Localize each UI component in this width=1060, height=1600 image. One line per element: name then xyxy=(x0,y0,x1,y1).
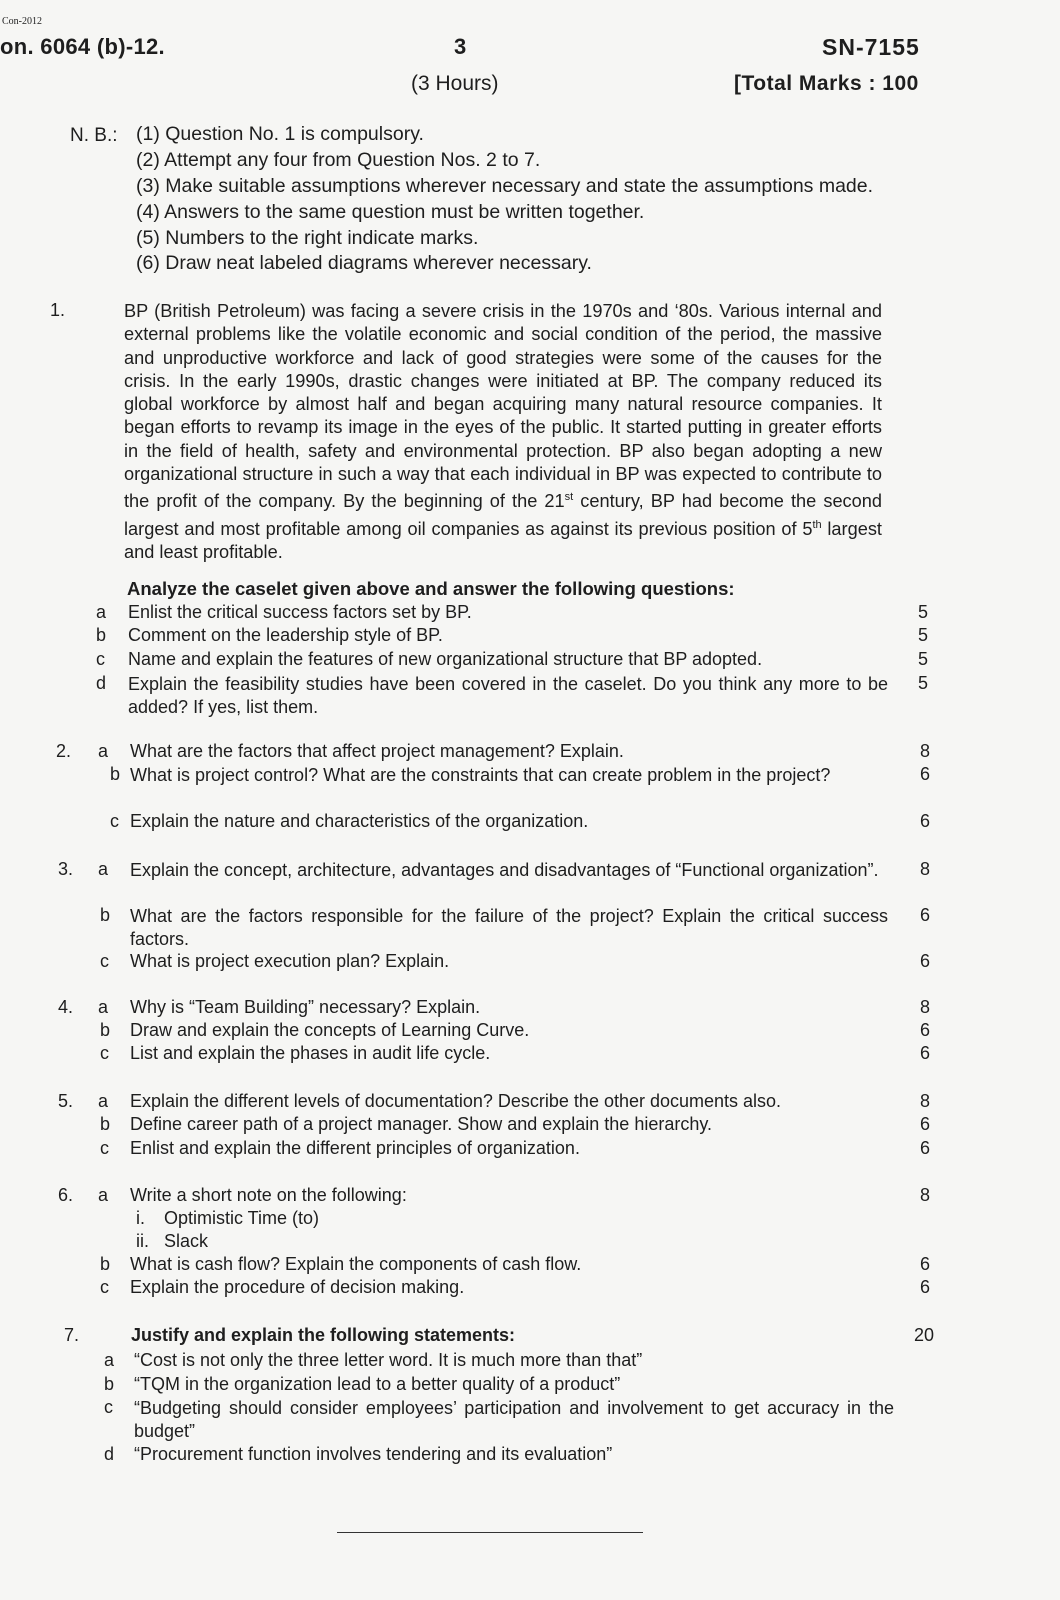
instructions-label: N. B.: xyxy=(70,125,118,146)
question-number: 1. xyxy=(50,300,66,320)
question-text: Define career path of a project manager. Show and explain the hierarchy. xyxy=(130,1114,713,1134)
marks: 6 xyxy=(919,1254,930,1274)
part-label: b xyxy=(100,1254,111,1274)
exam-duration: (3 Hours) xyxy=(411,72,499,95)
marks: 8 xyxy=(919,1091,930,1111)
subitem-text: Optimistic Time (to) xyxy=(164,1208,320,1228)
question-text: List and explain the phases in audit life cycle. xyxy=(130,1043,491,1063)
part-label: b xyxy=(104,1374,115,1394)
marks: 6 xyxy=(919,1043,930,1063)
question-number: 7. xyxy=(64,1325,80,1345)
marks: 5 xyxy=(917,602,928,622)
question-number: 2. xyxy=(56,741,72,761)
marks: 6 xyxy=(919,1020,930,1040)
part-label: a xyxy=(98,1091,109,1111)
part-label: b xyxy=(110,764,121,784)
marks: 5 xyxy=(917,673,928,693)
part-label: b xyxy=(100,905,111,925)
marks: 5 xyxy=(917,625,928,645)
part-label: a xyxy=(96,602,107,622)
question-instruction: Justify and explain the following statements: xyxy=(131,1325,516,1345)
page-number: 3 xyxy=(454,34,467,59)
question-text: What is project control? What are the constraints that can create problem in the project? xyxy=(130,765,831,785)
question-text: Enlist the critical success factors set by BP. xyxy=(128,602,472,622)
instruction-item: (5) Numbers to the right indicate marks. xyxy=(136,227,479,249)
marks: 6 xyxy=(919,1138,930,1158)
instruction-item: (4) Answers to the same question must be written together. xyxy=(136,201,645,223)
part-label: b xyxy=(96,625,107,645)
part-label: c xyxy=(96,649,105,669)
statement-text: “Cost is not only the three letter word. It is much more than that” xyxy=(134,1350,643,1370)
part-label: a xyxy=(98,1185,109,1205)
statement-text: “Procurement function involves tendering and its evaluation” xyxy=(134,1444,613,1464)
question-text: Explain the concept, architecture, advantages and disadvantages of “Functional organization”. xyxy=(130,860,879,880)
instruction-item: (1) Question No. 1 is compulsory. xyxy=(136,123,424,145)
marks: 20 xyxy=(913,1325,934,1345)
marks: 6 xyxy=(919,811,930,831)
part-label: d xyxy=(104,1444,115,1464)
marks: 8 xyxy=(919,997,930,1017)
part-label: c xyxy=(100,951,109,971)
part-label: c xyxy=(100,1043,109,1063)
marks: 6 xyxy=(919,1277,930,1297)
question-text: Explain the nature and characteristics of the organization. xyxy=(130,811,589,831)
caselet-paragraph: BP (British Petroleum) was facing a severe crisis in the 1970s and ‘80s. Various internal and external problems like the volatile economic and social condition of the period, the massive and unproductive workforce and lack of good strategies were some of the causes for the crisis. In the early 1990s, drastic changes were initiated at BP. The company reduced its global workforce by almost half and began acquiring many natural resource companies. It began efforts to revamp its image in the eyes of the public. It started putting in greater efforts in the field of health, safety and environmental protection. BP also began adopting a new organizational structure in such a way that each individual in BP was expected to contribute to the profit of the company. By the beginning of the 21st century, BP had become the second largest and most profitable among oil companies as against its previous position of 5th largest and least profitable. xyxy=(124,301,882,563)
subitem-label: i. xyxy=(136,1208,145,1228)
part-label: a xyxy=(98,741,109,761)
question-text: Explain the procedure of decision making. xyxy=(130,1277,465,1297)
question-text: What are the factors responsible for the failure of the project? Explain the critical success factors. xyxy=(130,906,888,949)
question-number: 5. xyxy=(58,1091,74,1111)
marks: 6 xyxy=(919,764,930,784)
question-text: What is cash flow? Explain the components of cash flow. xyxy=(130,1254,582,1274)
question-text: What is project execution plan? Explain. xyxy=(130,951,450,971)
question-number: 3. xyxy=(58,859,74,879)
paper-code: SN-7155 xyxy=(822,34,920,60)
part-label: c xyxy=(100,1277,109,1297)
part-label: a xyxy=(104,1350,115,1370)
part-label: c xyxy=(110,811,119,831)
statement-text: “TQM in the organization lead to a better quality of a product” xyxy=(134,1374,621,1394)
subitem-text: Slack xyxy=(164,1231,209,1251)
part-label: c xyxy=(104,1397,113,1417)
exam-code: on. 6064 (b)-12. xyxy=(0,34,165,59)
question-text: Explain the feasibility studies have been covered in the caselet. Do you think any more to be added? If yes, list them. xyxy=(128,674,888,717)
instruction-item: (2) Attempt any four from Question Nos. 2 to 7. xyxy=(136,149,541,171)
corner-label: Con-2012 xyxy=(2,16,42,27)
part-label: b xyxy=(100,1020,111,1040)
question-text: Write a short note on the following: xyxy=(130,1185,407,1205)
end-of-paper-divider xyxy=(337,1532,643,1533)
question-text: Comment on the leadership style of BP. xyxy=(128,625,443,645)
part-label: c xyxy=(100,1138,109,1158)
marks: 6 xyxy=(919,905,930,925)
question-text: Name and explain the features of new organizational structure that BP adopted. xyxy=(128,649,763,669)
marks: 8 xyxy=(919,1185,930,1205)
instruction-item: (6) Draw neat labeled diagrams wherever necessary. xyxy=(136,252,592,274)
question-number: 6. xyxy=(58,1185,74,1205)
subitem-label: ii. xyxy=(136,1231,149,1251)
total-marks: [Total Marks : 100 xyxy=(734,72,919,95)
statement-text: “Budgeting should consider employees’ participation and involvement to get accuracy in the budget” xyxy=(134,1398,894,1441)
caselet-instruction: Analyze the caselet given above and answer the following questions: xyxy=(127,578,735,599)
question-text: Explain the different levels of documentation? Describe the other documents also. xyxy=(130,1091,782,1111)
question-number: 4. xyxy=(58,997,74,1017)
question-text: Draw and explain the concepts of Learning Curve. xyxy=(130,1020,530,1040)
part-label: d xyxy=(96,673,107,693)
instruction-item: (3) Make suitable assumptions wherever necessary and state the assumptions made. xyxy=(136,175,874,197)
marks: 8 xyxy=(919,859,930,879)
part-label: a xyxy=(98,997,109,1017)
part-label: a xyxy=(98,859,109,879)
question-text: Why is “Team Building” necessary? Explain. xyxy=(130,997,481,1017)
question-text: Enlist and explain the different principles of organization. xyxy=(130,1138,580,1158)
marks: 6 xyxy=(919,1114,930,1134)
marks: 6 xyxy=(919,951,930,971)
marks: 8 xyxy=(919,741,930,761)
marks: 5 xyxy=(917,649,928,669)
part-label: b xyxy=(100,1114,111,1134)
question-text: What are the factors that affect project management? Explain. xyxy=(130,741,624,761)
